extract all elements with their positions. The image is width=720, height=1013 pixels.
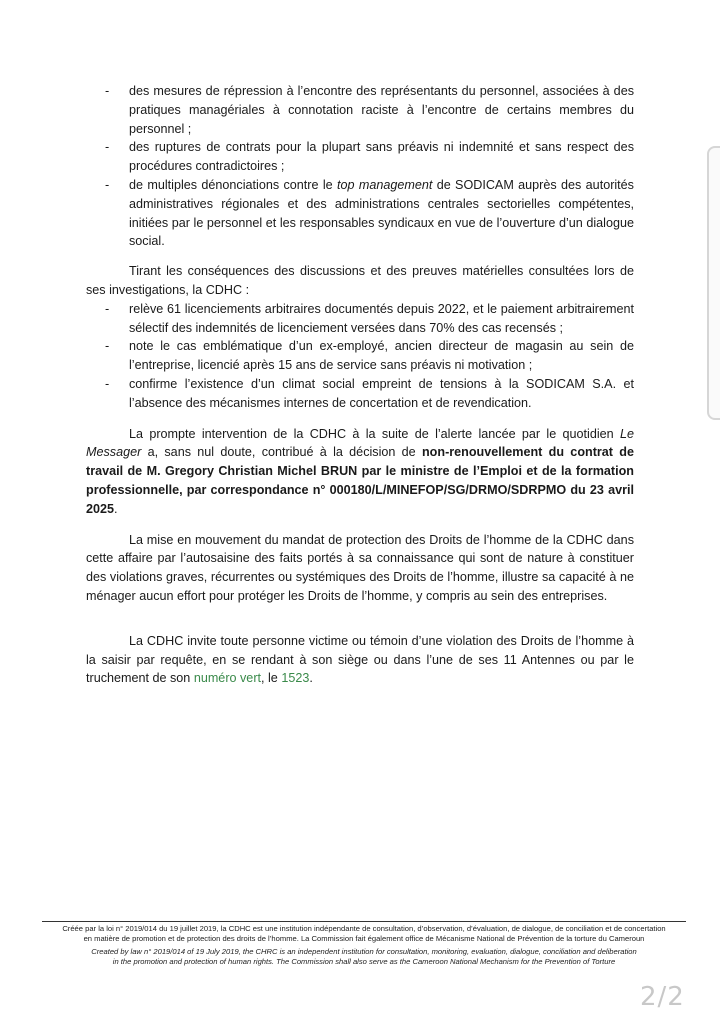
hotline-number[interactable]: 1523 <box>281 671 310 686</box>
footer-line: Created by law n° 2019/014 of 19 July 2019, the CHRC is an independent institution for consultation, monitoring, evaluation, dialogue, conciliation and deliberation <box>91 947 637 956</box>
intro-paragraph: Tirant les conséquences des discussions et des preuves matérielles consultées lors de ses investigations, la CDHC : <box>86 264 634 297</box>
dash-bullet: - <box>105 376 110 391</box>
text-run: La CDHC invite toute personne victime ou témoin d’une violation des Droits de l’homme à la saisir par requête, en se rendant à son siège ou dans l’une de ses 11 Antennes ou par le truchement de son <box>86 633 634 686</box>
mandate-paragraph: La mise en mouvement du mandat de protection des Droits de l’homme de la CDHC dans cette affaire par l’autosaisine des faits portés à sa connaissance qui sont de nature à constituer des violations graves, récurrentes ou systémiques des Droits de l’homme, illustre sa capacité à ne ménager aucun effort pour protéger les Droits de l’homme, y compris au sein des entreprises. <box>86 532 634 603</box>
list-item-text: note le cas emblématique d’un ex-employé, ancien directeur de magasin au sein de l’entreprise, licencié après 15 ans de service sans préavis ni motivation ; <box>129 339 634 373</box>
list-item-text: relève 61 licenciements arbitraires documentés depuis 2022, et le paiement arbitrairement sélectif des indemnités de licenciement versées dans 70% des cas recensés ; <box>129 301 634 335</box>
findings-list-2 <box>86 300 634 413</box>
messager-paragraph <box>86 425 634 519</box>
text-run: a, sans nul doute, contribué à la décision de <box>141 445 422 460</box>
newspaper-title: Le Messager <box>86 426 634 460</box>
italic-term: top management <box>336 177 433 192</box>
list-item-text: de multiples dénonciations contre le <box>129 177 337 192</box>
footer-line: en matière de promotion et de protection des droits de l’homme. La Commission fait également office de Mécanisme National de Prévention de la torture du Cameroun <box>83 934 645 944</box>
footer-line: in the promotion and protection of human rights. The Commission shall also serve as the Cameroon National Mechanism for the Prevention of Torture <box>112 957 616 967</box>
list-item <box>105 300 634 338</box>
list-item-text: de SODICAM auprès des autorités administratives régionales et des administrations centrales sectorielles compétentes, initiées par le personnel et les responsables syndicaux en vue de l’ouverture d’un dialogue social. <box>129 177 634 249</box>
dash-bullet: - <box>105 339 110 354</box>
list-item-text: des ruptures de contrats pour la plupart sans préavis ni indemnité et sans respect des procédures contradictoires ; <box>129 140 634 174</box>
dash-bullet: - <box>105 177 110 192</box>
invite-paragraph <box>86 632 634 688</box>
list-item-text: des mesures de répression à l’encontre des représentants du personnel, associées à des pratiques managériales à connotation raciste à l’encontre de certains membres du personnel ; <box>129 84 634 136</box>
dash-bullet: - <box>105 301 110 316</box>
document-body <box>86 82 634 688</box>
text-run: . <box>114 501 118 516</box>
footer-divider <box>42 921 686 922</box>
footer-english <box>42 947 686 967</box>
side-scroll-tab[interactable] <box>707 146 720 420</box>
dash-bullet: - <box>105 140 110 155</box>
list-item <box>105 138 634 176</box>
list-item <box>105 82 634 138</box>
list-item <box>105 176 634 251</box>
list-item <box>105 375 634 413</box>
text-run: La prompte intervention de la CDHC à la suite de l’alerte lancée par le quotidien <box>129 426 620 441</box>
green-number-link[interactable]: numéro vert <box>193 671 262 686</box>
list-item-text: confirme l’existence d’un climat social empreint de tensions à la SODICAM S.A. et l’absence des mécanismes internes de concertation et de revendication. <box>129 376 634 410</box>
footer-line: Créée par la loi n° 2019/014 du 19 juillet 2019, la CDHC est une institution indépendante de consultation, d’observation, d’évaluation, de dialogue, de conciliation et de concertation <box>62 924 666 933</box>
page-number: 2/2 <box>640 982 685 1012</box>
list-item <box>105 337 634 375</box>
text-run: . <box>309 671 313 686</box>
findings-list-1 <box>86 82 634 251</box>
dash-bullet: - <box>105 84 110 98</box>
bold-decision: non-renouvellement du contrat de travail de M. Gregory Christian Michel BRUN par le ministre de l’Emploi et de la formation professionnelle, par correspondance n° 000180/L/MINEFOP/SG/DRMO/SDRPMO du 23 avril 2025 <box>86 445 634 516</box>
footer-french <box>42 924 686 944</box>
text-run: , le <box>261 671 282 686</box>
